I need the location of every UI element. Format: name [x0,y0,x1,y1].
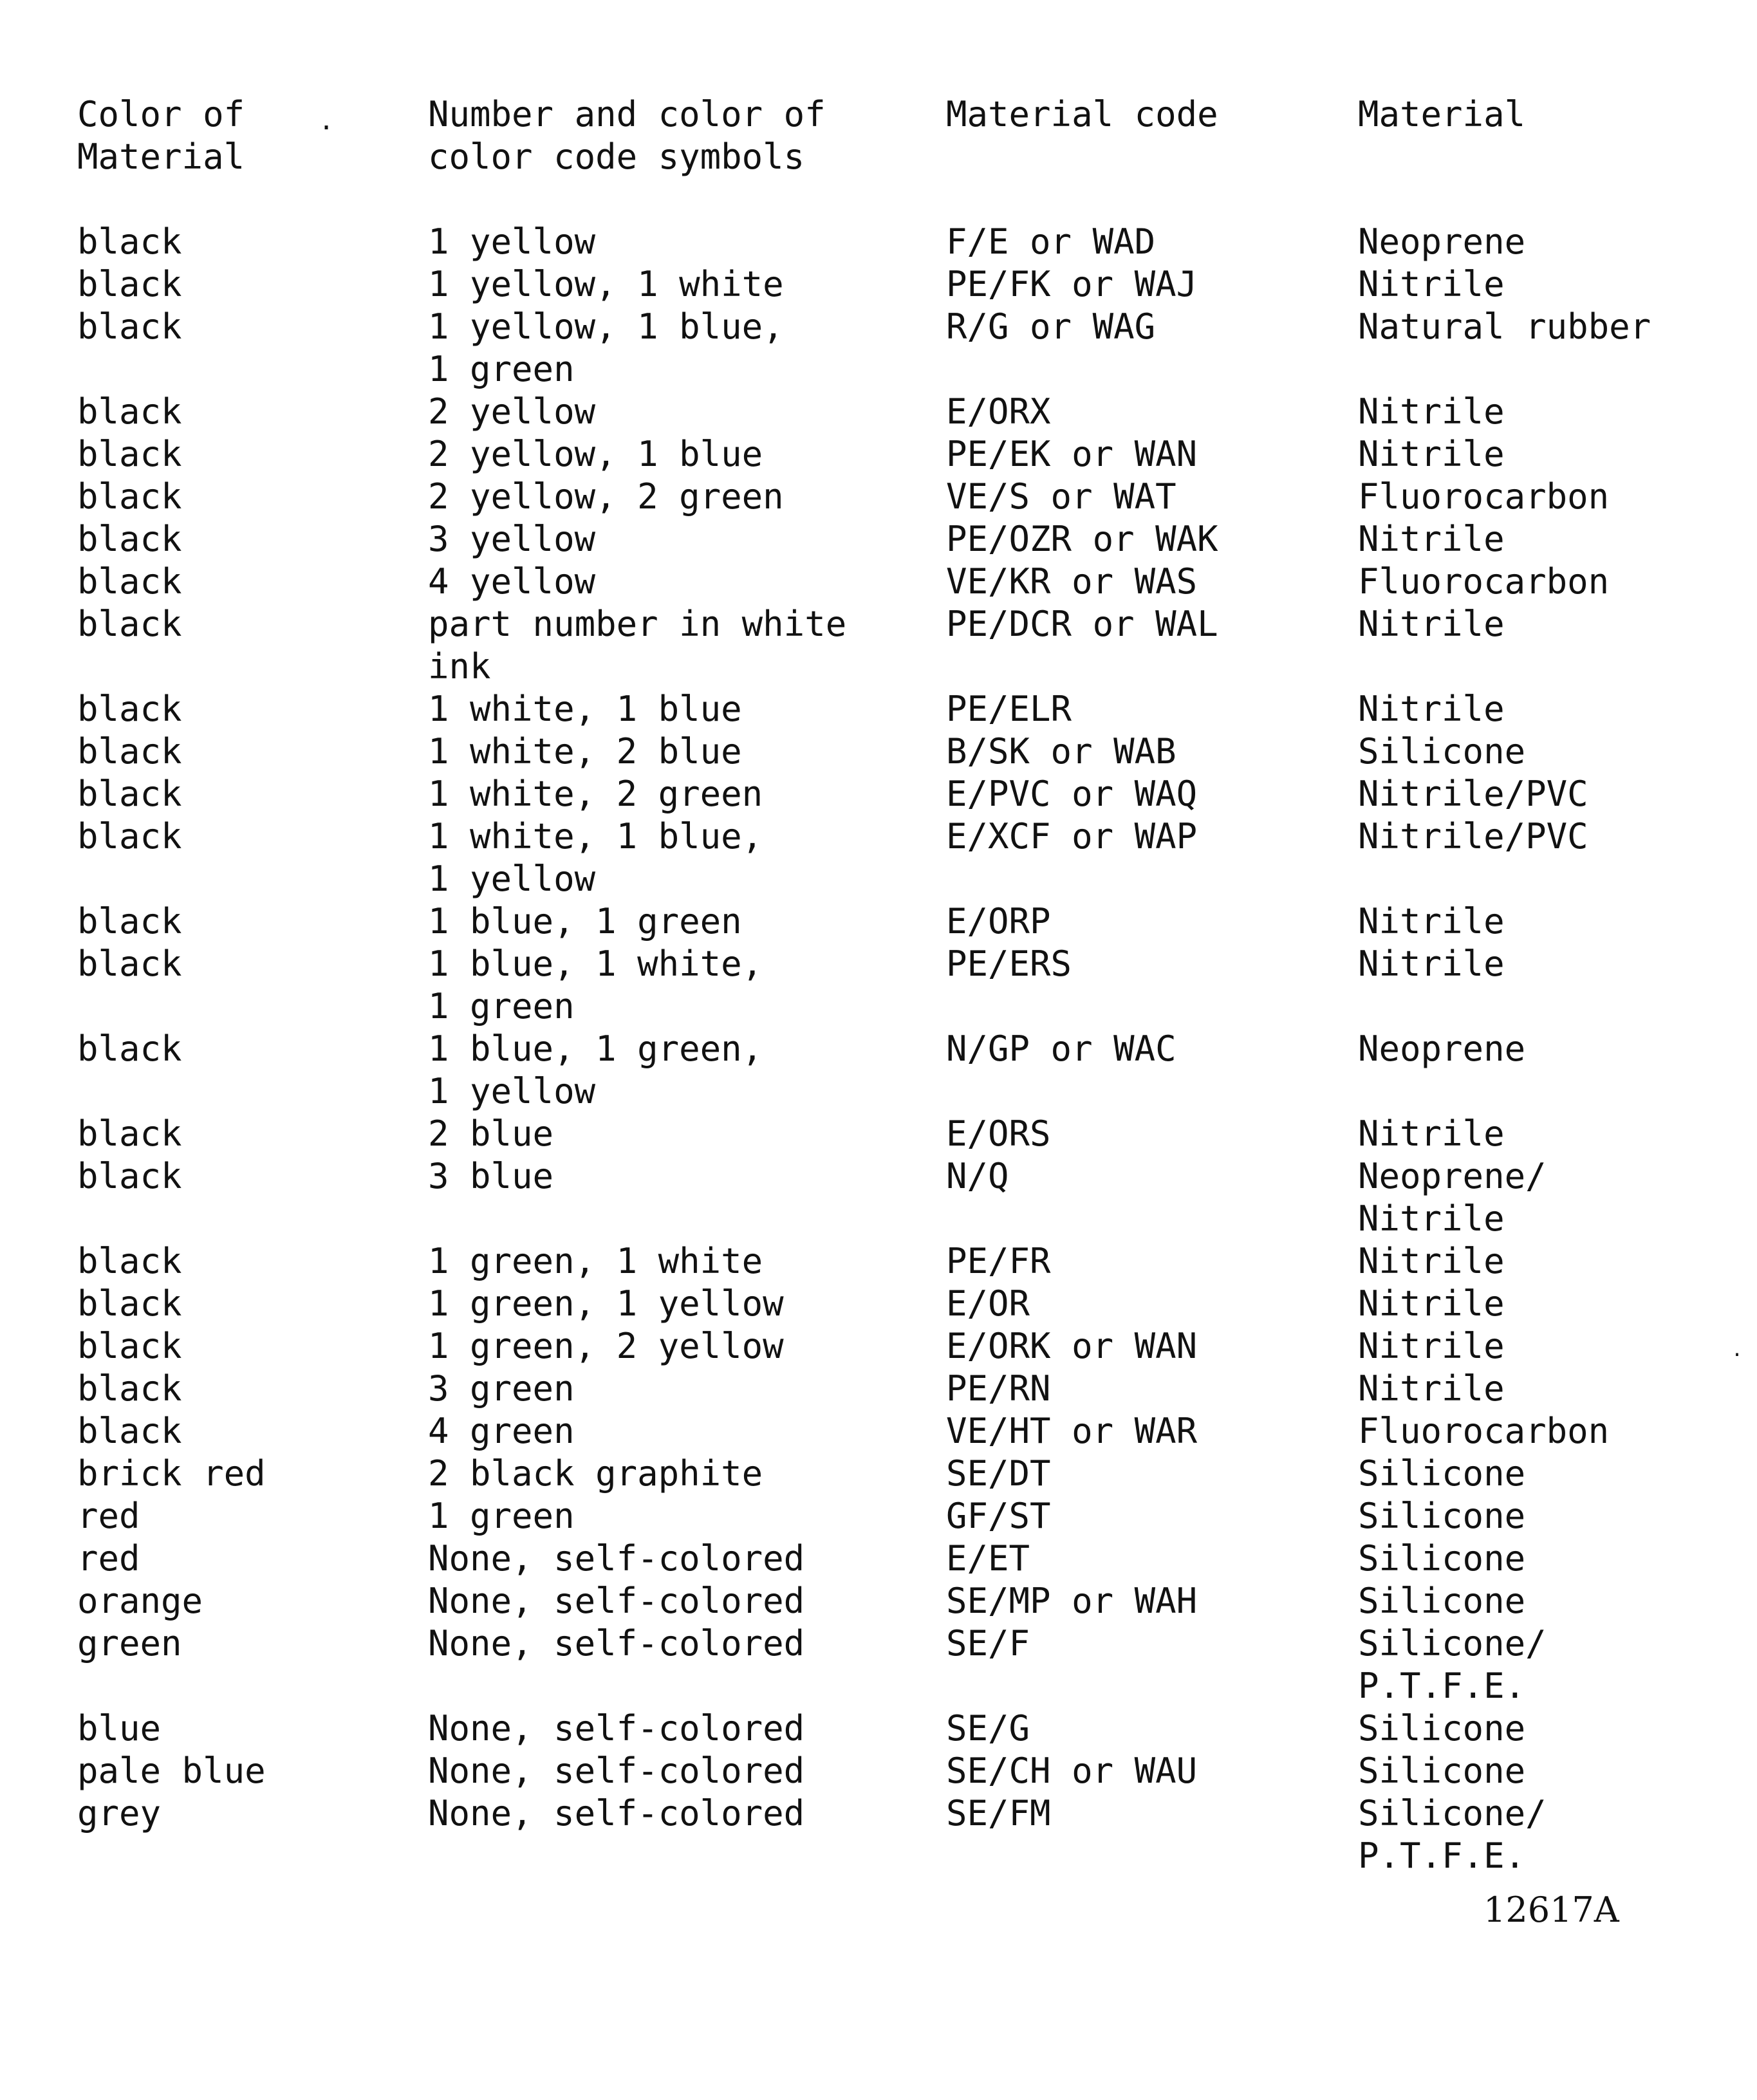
cell-color: black [77,1283,182,1324]
cell-material: Fluorocarbon [1358,1411,1610,1451]
cell-material: Silicone [1358,731,1526,772]
cell-code: E/ORK or WAN [946,1326,1198,1366]
cell-material: Nitrile/PVC [1358,816,1588,857]
table-row [77,1155,1686,1240]
cell-material: Nitrile [1358,519,1505,559]
cell-material: Fluorocarbon [1358,476,1610,517]
cell-symbols: 4 yellow [428,561,596,602]
table-row [77,688,1686,730]
table-row [77,1113,1686,1155]
cell-color: black [77,1028,182,1069]
cell-code: PE/FR [946,1241,1051,1281]
cell-symbols: 2 black graphite [428,1453,763,1494]
header-number-and-color: Number and color of color code symbols [428,94,826,177]
cell-color: black [77,476,182,517]
table-row [77,221,1686,263]
cell-symbols: None, self-colored [428,1623,805,1664]
cell-color: black [77,816,182,857]
cell-color: black [77,901,182,942]
cell-symbols: part number in white ink [428,604,847,687]
cell-code: SE/DT [946,1453,1051,1494]
table-row [77,1622,1686,1707]
cell-material: Silicone/ P.T.F.E. [1358,1793,1547,1876]
cell-symbols: 1 green, 1 yellow [428,1283,784,1324]
table-row [77,433,1686,476]
cell-symbols: 2 yellow [428,391,596,432]
table-row [77,1410,1686,1453]
table-row [77,730,1686,773]
cell-symbols: 1 yellow, 1 blue, 1 green [428,306,784,389]
table-row [77,391,1686,433]
cell-symbols: 3 yellow [428,519,596,559]
cell-symbols: 1 white, 2 green [428,774,763,814]
cell-symbols: 1 blue, 1 white, 1 green [428,943,763,1027]
cell-code: E/ORX [946,391,1051,432]
cell-symbols: 1 green, 1 white [428,1241,763,1281]
table-body [77,221,1686,1877]
cell-symbols: 2 blue [428,1113,554,1154]
header-color-of-material: Color of Material [77,94,245,177]
figure-id: 12617A [1483,1890,1619,1930]
cell-material: Nitrile [1358,943,1505,984]
cell-color: pale blue [77,1751,266,1791]
table-row [77,1538,1686,1580]
cell-symbols: 1 yellow [428,221,596,262]
cell-symbols: 1 white, 1 blue [428,689,742,729]
cell-symbols: 2 yellow, 2 green [428,476,784,517]
cell-material: Silicone [1358,1496,1526,1536]
cell-symbols: 1 white, 2 blue [428,731,742,772]
table-row [77,603,1686,688]
cell-code: E/XCF or WAP [946,816,1198,857]
cell-code: VE/HT or WAR [946,1411,1198,1451]
cell-material: Natural rubber [1358,306,1651,347]
cell-material: Fluorocarbon [1358,561,1610,602]
cell-color: black [77,519,182,559]
cell-material: Silicone [1358,1708,1526,1749]
table-row [77,561,1686,603]
cell-color: black [77,1326,182,1366]
header-material-code: Material code [946,94,1218,135]
cell-material: Neoprene [1358,221,1526,262]
cell-code: SE/F [946,1623,1030,1664]
cell-material: Nitrile [1358,1241,1505,1281]
cell-symbols: 1 blue, 1 green, 1 yellow [428,1028,763,1111]
cell-code: E/ET [946,1538,1030,1579]
cell-symbols: None, self-colored [428,1793,805,1834]
cell-symbols: 1 blue, 1 green [428,901,742,942]
cell-material: Nitrile [1358,1283,1505,1324]
table-row [77,900,1686,943]
cell-code: SE/CH or WAU [946,1751,1198,1791]
table-row [77,306,1686,391]
cell-color: black [77,1113,182,1154]
cell-code: VE/KR or WAS [946,561,1198,602]
cell-material: Silicone [1358,1751,1526,1791]
cell-symbols: 2 yellow, 1 blue [428,434,763,474]
cell-color: red [77,1496,140,1536]
cell-color: green [77,1623,182,1664]
table-row [77,1750,1686,1792]
table-row [77,263,1686,306]
cell-code: B/SK or WAB [946,731,1176,772]
cell-material: Nitrile [1358,1326,1505,1366]
cell-material: Nitrile [1358,1368,1505,1409]
cell-material: Nitrile [1358,604,1505,644]
cell-material: Silicone [1358,1453,1526,1494]
cell-code: E/PVC or WAQ [946,774,1198,814]
cell-code: PE/ERS [946,943,1072,984]
cell-color: brick red [77,1453,266,1494]
cell-code: F/E or WAD [946,221,1156,262]
cell-material: Nitrile [1358,1113,1505,1154]
color-code-table [77,93,1686,1877]
table-row [77,773,1686,815]
cell-code: SE/FM [946,1793,1051,1834]
cell-code: PE/OZR or WAK [946,519,1218,559]
cell-color: grey [77,1793,162,1834]
cell-code: R/G or WAG [946,306,1156,347]
cell-color: black [77,1411,182,1451]
table-row [77,1495,1686,1538]
cell-color: black [77,774,182,814]
cell-material: Nitrile [1358,264,1505,304]
cell-material: Neoprene/ Nitrile [1358,1156,1547,1239]
cell-color: black [77,1156,182,1196]
cell-color: black [77,1368,182,1409]
cell-code: E/OR [946,1283,1030,1324]
cell-material: Silicone [1358,1581,1526,1621]
cell-symbols: 3 blue [428,1156,554,1196]
cell-color: black [77,1241,182,1281]
table-row [77,1028,1686,1113]
table-row [77,1792,1686,1877]
stray-mark: . [1731,1339,1743,1361]
table-row [77,943,1686,1028]
stray-mark: . [319,106,335,136]
cell-color: orange [77,1581,203,1621]
cell-color: black [77,391,182,432]
cell-color: black [77,943,182,984]
cell-symbols: 1 green, 2 yellow [428,1326,784,1366]
cell-color: black [77,689,182,729]
cell-code: SE/G [946,1708,1030,1749]
cell-code: PE/FK or WAJ [946,264,1198,304]
cell-material: Nitrile/PVC [1358,774,1588,814]
cell-symbols: None, self-colored [428,1581,805,1621]
cell-code: PE/ELR [946,689,1072,729]
cell-symbols: None, self-colored [428,1538,805,1579]
table-row [77,1368,1686,1410]
cell-code: E/ORP [946,901,1051,942]
cell-symbols: None, self-colored [428,1751,805,1791]
cell-material: Nitrile [1358,901,1505,942]
cell-symbols: None, self-colored [428,1708,805,1749]
cell-material: Nitrile [1358,391,1505,432]
cell-code: SE/MP or WAH [946,1581,1198,1621]
cell-material: Silicone/ P.T.F.E. [1358,1623,1547,1706]
cell-code: VE/S or WAT [946,476,1176,517]
table-row [77,476,1686,518]
cell-color: black [77,731,182,772]
header-material: Material [1358,94,1526,135]
cell-symbols: 1 white, 1 blue, 1 yellow [428,816,763,899]
cell-symbols: 1 green [428,1496,575,1536]
table-row [77,1325,1686,1368]
cell-material: Neoprene [1358,1028,1526,1069]
cell-color: black [77,434,182,474]
cell-material: Nitrile [1358,689,1505,729]
cell-color: black [77,221,182,262]
table-row [77,815,1686,900]
table-row [77,1707,1686,1750]
cell-code: N/Q [946,1156,1009,1196]
cell-color: black [77,306,182,347]
cell-code: PE/EK or WAN [946,434,1198,474]
cell-symbols: 4 green [428,1411,575,1451]
table-row [77,1453,1686,1495]
cell-color: black [77,561,182,602]
cell-code: PE/DCR or WAL [946,604,1218,644]
cell-code: PE/RN [946,1368,1051,1409]
table-row [77,518,1686,561]
cell-color: red [77,1538,140,1579]
table-row [77,1580,1686,1622]
cell-color: black [77,604,182,644]
cell-material: Silicone [1358,1538,1526,1579]
cell-symbols: 3 green [428,1368,575,1409]
cell-code: GF/ST [946,1496,1051,1536]
cell-symbols: 1 yellow, 1 white [428,264,784,304]
cell-material: Nitrile [1358,434,1505,474]
cell-code: E/ORS [946,1113,1051,1154]
table-row [77,1240,1686,1283]
cell-code: N/GP or WAC [946,1028,1176,1069]
table-row [77,1283,1686,1325]
cell-color: black [77,264,182,304]
cell-color: blue [77,1708,162,1749]
